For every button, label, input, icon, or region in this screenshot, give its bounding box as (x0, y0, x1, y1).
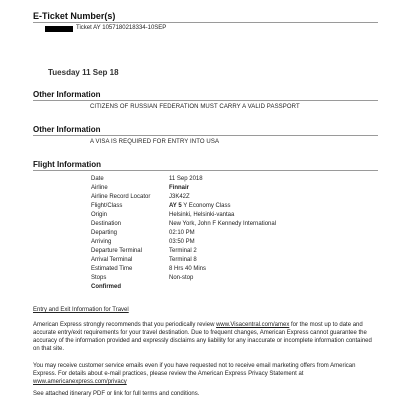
flight-row-departure-terminal (91, 248, 381, 256)
row-label: Departing (91, 230, 118, 236)
email-practices-paragraph (33, 362, 378, 386)
travel-date-heading: Tuesday 11 Sep 18 (48, 68, 119, 77)
row-value: New York, John F Kennedy International (169, 221, 277, 227)
row-label: Arrival Terminal (91, 257, 133, 263)
row-value: 11 Sep 2018 (169, 176, 203, 182)
itinerary-note: See attached itinerary PDF or link for full terms and conditions. (33, 391, 200, 397)
flight-row-date (91, 176, 381, 184)
privacy-link[interactable]: www.americanexpress.com/privacy (33, 379, 127, 385)
flight-row-airline (91, 185, 381, 193)
flight-info-heading: Flight Information (33, 160, 101, 169)
row-value: Finnair (169, 185, 190, 191)
row-value: 8 Hrs 40 Mins (169, 266, 207, 272)
visacentral-link[interactable]: www.Visacentral.com/amex (216, 322, 290, 328)
row-label: Arriving (91, 239, 112, 245)
row-label: Departure Terminal (91, 248, 142, 254)
row-value: J3K42Z (169, 194, 190, 200)
row-label: Origin (91, 212, 108, 218)
visa-notice: A VISA IS REQUIRED FOR ENTRY INTO USA (90, 139, 220, 145)
entry-exit-info-link[interactable]: Entry and Exit Information for Travel (33, 307, 129, 313)
email-text: You may receive customer service emails even if you have requested not to receive email marketing offers from American Express. For details about e-mail practices, please review the American Express Privacy Statement at (33, 363, 356, 377)
divider (33, 135, 378, 136)
booking-status: Confirmed (91, 284, 121, 290)
flight-row-origin (91, 212, 381, 220)
cabin-class: Y Economy Class (183, 203, 231, 209)
row-value: Helsinki, Helsinki-vantaa (169, 212, 235, 218)
other-info-heading-2: Other Information (33, 125, 101, 134)
flight-row-destination (91, 221, 381, 229)
row-label: Date (91, 176, 104, 182)
redacted-block (45, 26, 73, 32)
amex-recommendation-paragraph (33, 321, 378, 353)
flight-row-status (91, 284, 381, 292)
amex-text-start: American Express strongly recommends that you periodically review (33, 322, 215, 328)
row-label: Flight/Class (91, 203, 123, 209)
eticket-heading: E-Ticket Number(s) (33, 11, 116, 21)
row-value: Terminal 2 (169, 248, 197, 254)
flight-row-arrival-terminal (91, 257, 381, 265)
row-label: Stops (91, 275, 107, 281)
row-label: Estimated Time (91, 266, 133, 272)
flight-number: AY 5 (169, 203, 182, 209)
flight-row-arriving (91, 239, 381, 247)
row-label: Airline Record Locator (91, 194, 151, 200)
row-value (169, 203, 231, 209)
passport-notice: CITIZENS OF RUSSIAN FEDERATION MUST CARRY A VALID PASSPORT (90, 104, 300, 110)
flight-row-locator (91, 194, 381, 202)
row-value: 02:10 PM (169, 230, 195, 236)
row-label: Airline (91, 185, 108, 191)
row-label: Destination (91, 221, 122, 227)
divider (33, 170, 378, 171)
other-info-heading-1: Other Information (33, 90, 101, 99)
flight-row-estimated-time (91, 266, 381, 274)
divider (33, 100, 378, 101)
flight-row-class (91, 203, 381, 211)
ticket-number: Ticket AY 1057180218334-10SEP (76, 25, 167, 31)
row-value: 03:50 PM (169, 239, 195, 245)
divider (33, 22, 378, 23)
row-value: Non-stop (169, 275, 194, 281)
amex-text-end: for the most up to date and accurate entry/exit requirements for your travel destination. Due to frequent changes, American Express cannot guarantee the accuracy of the information provided and expressly disclaims any liability for any inaccurate or incomplete information contained on that site. (33, 322, 372, 352)
flight-row-stops (91, 275, 381, 283)
row-value: Terminal 8 (169, 257, 197, 263)
flight-row-departing (91, 230, 381, 238)
